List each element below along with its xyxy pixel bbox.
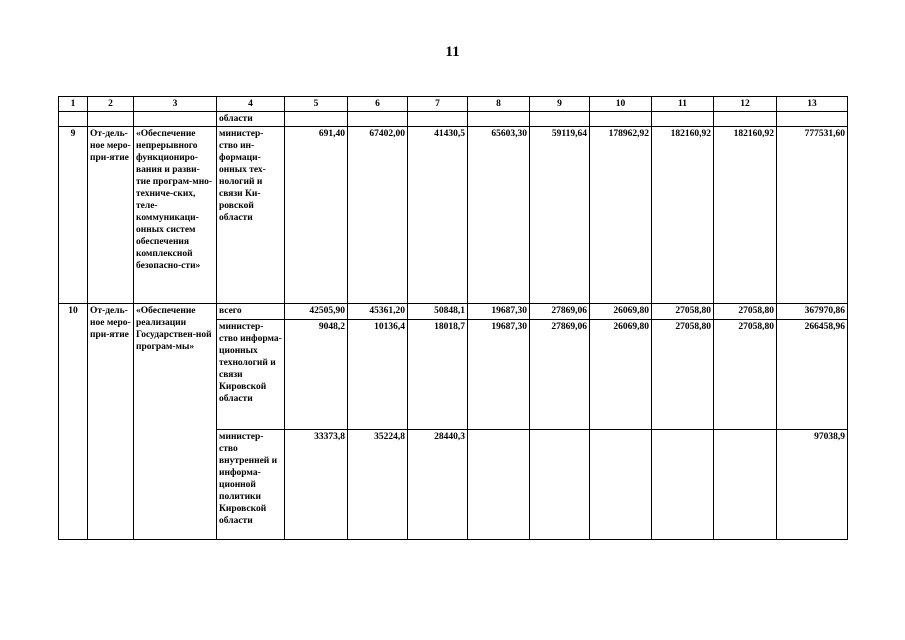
value-cell: 59119,64 <box>530 127 590 304</box>
value-cell <box>530 430 590 540</box>
value-cell: 97038,9 <box>777 430 848 540</box>
executor-cell: министер-ство информа-ционных технологий и связи Кировской области <box>217 320 285 430</box>
empty-cell <box>777 112 848 127</box>
header-cell: 2 <box>88 97 134 112</box>
value-cell: 266458,96 <box>777 320 848 430</box>
header-cell: 12 <box>714 97 777 112</box>
empty-cell <box>59 112 88 127</box>
measure-name: «Обеспечение непрерывного функциониро-вания и разви-тие програм-мно-техниче-ских, теле-коммуникаци-онных систем обеспечения комплексной безопасно-сти» <box>134 127 217 304</box>
value-cell: 28440,3 <box>408 430 468 540</box>
value-cell: 691,40 <box>285 127 348 304</box>
empty-cell <box>408 112 468 127</box>
value-cell: 182160,92 <box>652 127 714 304</box>
value-cell: 27058,80 <box>714 304 777 320</box>
value-cell: 18018,7 <box>408 320 468 430</box>
header-row <box>59 97 848 112</box>
header-cell: 9 <box>530 97 590 112</box>
header-cell: 6 <box>348 97 408 112</box>
row-number: 9 <box>59 127 88 304</box>
executor-cell: министер-ство внутренней и информа-ционной политики Кировской области <box>217 430 285 540</box>
empty-cell <box>652 112 714 127</box>
header-cell: 3 <box>134 97 217 112</box>
value-cell: 27058,80 <box>714 320 777 430</box>
value-cell <box>652 430 714 540</box>
header-cell: 10 <box>590 97 652 112</box>
value-cell: 27058,80 <box>652 320 714 430</box>
value-cell <box>714 430 777 540</box>
header-cell: 8 <box>468 97 530 112</box>
value-cell: 19687,30 <box>468 304 530 320</box>
value-cell: 26069,80 <box>590 320 652 430</box>
executor-cell: всего <box>217 304 285 320</box>
header-cell: 5 <box>285 97 348 112</box>
header-cell: 1 <box>59 97 88 112</box>
row-number: 10 <box>59 304 88 540</box>
value-cell: 19687,30 <box>468 320 530 430</box>
header-cell: 4 <box>217 97 285 112</box>
budget-table <box>58 96 848 540</box>
empty-cell <box>285 112 348 127</box>
value-cell: 9048,2 <box>285 320 348 430</box>
table-row-10 <box>59 304 848 320</box>
executor-cell: министер-ство ин-формаци-онных тех-нологий и связи Ки-ровской области <box>217 127 285 304</box>
value-cell: 777531,60 <box>777 127 848 304</box>
continuation-row <box>59 112 848 127</box>
empty-cell <box>134 112 217 127</box>
header-cell: 7 <box>408 97 468 112</box>
value-cell: 178962,92 <box>590 127 652 304</box>
value-cell <box>468 430 530 540</box>
table-row-9 <box>59 127 848 304</box>
page-number: 11 <box>445 44 460 60</box>
value-cell: 26069,80 <box>590 304 652 320</box>
value-cell: 41430,5 <box>408 127 468 304</box>
empty-cell <box>530 112 590 127</box>
header-cell: 11 <box>652 97 714 112</box>
empty-cell <box>590 112 652 127</box>
empty-cell <box>714 112 777 127</box>
measure-type: От-дель-ное меро-при-ятие <box>88 127 134 304</box>
empty-cell <box>88 112 134 127</box>
header-cell: 13 <box>777 97 848 112</box>
value-cell: 27058,80 <box>652 304 714 320</box>
value-cell: 50848,1 <box>408 304 468 320</box>
executor-cell: области <box>217 112 285 127</box>
empty-cell <box>348 112 408 127</box>
value-cell: 182160,92 <box>714 127 777 304</box>
value-cell: 27869,06 <box>530 320 590 430</box>
value-cell: 367970,86 <box>777 304 848 320</box>
value-cell <box>590 430 652 540</box>
value-cell: 35224,8 <box>348 430 408 540</box>
value-cell: 27869,06 <box>530 304 590 320</box>
value-cell: 67402,00 <box>348 127 408 304</box>
value-cell: 10136,4 <box>348 320 408 430</box>
value-cell: 33373,8 <box>285 430 348 540</box>
measure-name: «Обеспечение реализации Государствен-ной програм-мы» <box>134 304 217 540</box>
value-cell: 42505,90 <box>285 304 348 320</box>
empty-cell <box>468 112 530 127</box>
measure-type: От-дель-ное меро-при-ятие <box>88 304 134 540</box>
value-cell: 45361,20 <box>348 304 408 320</box>
value-cell: 65603,30 <box>468 127 530 304</box>
